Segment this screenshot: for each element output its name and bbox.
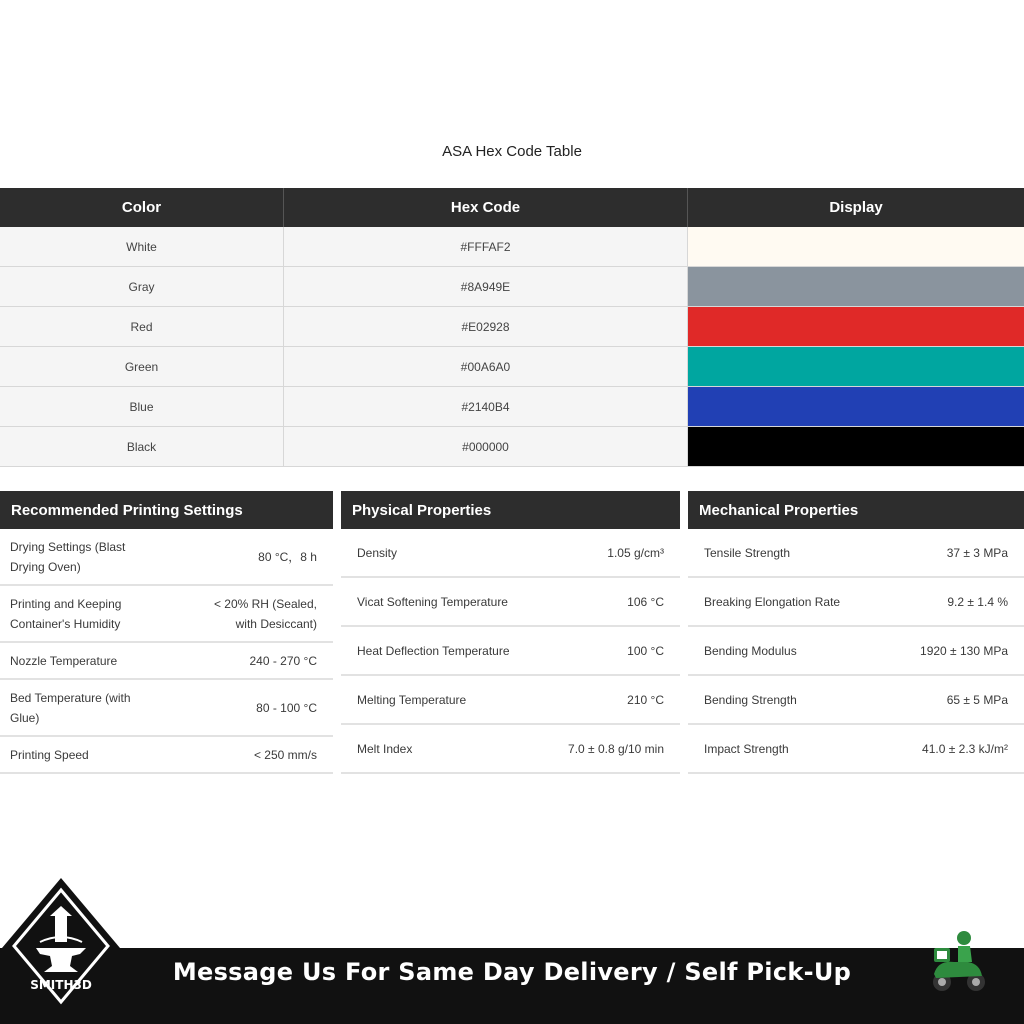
delivery-scooter-icon — [928, 928, 990, 994]
property-label: Density — [357, 545, 398, 560]
property-value: 106 °C — [627, 594, 664, 609]
printing-settings-panel — [0, 491, 333, 774]
property-label: Printing and Keeping Container's Humidity — [10, 596, 122, 631]
hex-code: #FFFAF2 — [284, 227, 688, 266]
color-name: White — [0, 227, 284, 266]
property-value: 7.0 ± 0.8 g/10 min — [568, 741, 664, 756]
property-value: 240 - 270 °C — [249, 653, 317, 668]
color-swatch — [688, 227, 1024, 266]
column-header-display: Display — [829, 199, 883, 216]
property-row — [0, 680, 333, 737]
anvil-logo-icon — [0, 876, 122, 1024]
table-header — [0, 188, 1024, 227]
hex-code: #00A6A0 — [284, 347, 688, 386]
hex-code: #E02928 — [284, 307, 688, 346]
color-swatch — [688, 427, 1024, 466]
property-label: Bending Modulus — [704, 643, 797, 658]
hex-code: #8A949E — [284, 267, 688, 306]
property-label: Melt Index — [357, 741, 413, 756]
panel-title: Mechanical Properties — [688, 491, 1024, 529]
property-label: Drying Settings (Blast Drying Oven) — [10, 539, 126, 574]
hex-code-table — [0, 188, 1024, 467]
property-row — [341, 627, 680, 676]
property-value: 41.0 ± 2.3 kJ/m² — [922, 741, 1008, 756]
property-label: Vicat Softening Temperature — [357, 594, 508, 609]
table-row — [0, 267, 1024, 307]
property-label: Bed Temperature (with Glue) — [10, 690, 131, 725]
property-value: 100 °C — [627, 643, 664, 658]
property-row — [0, 529, 333, 586]
table-row — [0, 307, 1024, 347]
footer-message: Message Us For Same Day Delivery / Self Pick-Up — [172, 958, 852, 986]
table-row — [0, 227, 1024, 267]
color-name: Red — [0, 307, 284, 346]
property-label: Impact Strength — [704, 741, 789, 756]
property-label: Bending Strength — [704, 692, 797, 707]
property-row — [0, 737, 333, 774]
property-value: < 250 mm/s — [253, 747, 317, 762]
property-row — [688, 627, 1024, 676]
property-value: 210 °C — [627, 692, 664, 707]
property-value: 65 ± 5 MPa — [946, 692, 1008, 707]
property-row — [0, 643, 333, 680]
table-row — [0, 347, 1024, 387]
color-swatch — [688, 307, 1024, 346]
color-name: Green — [0, 347, 284, 386]
property-value: 1920 ± 130 MPa — [920, 643, 1008, 658]
color-name: Gray — [0, 267, 284, 306]
physical-properties-panel — [341, 491, 680, 774]
property-value: 1.05 g/cm³ — [607, 545, 664, 560]
hex-code: #2140B4 — [284, 387, 688, 426]
color-swatch — [688, 267, 1024, 306]
property-row — [341, 676, 680, 725]
hex-code: #000000 — [284, 427, 688, 466]
property-value: 80 °C，8 h — [258, 549, 317, 564]
color-swatch — [688, 347, 1024, 386]
property-row — [688, 578, 1024, 627]
property-row — [688, 725, 1024, 774]
property-value: 37 ± 3 MPa — [946, 545, 1008, 560]
property-value: 9.2 ± 1.4 % — [947, 594, 1008, 609]
property-row — [688, 529, 1024, 578]
property-row — [341, 529, 680, 578]
page-title: ASA Hex Code Table — [442, 143, 582, 160]
table-row — [0, 427, 1024, 467]
column-header-color: Color — [0, 188, 284, 227]
property-row — [341, 725, 680, 774]
property-label: Heat Deflection Temperature — [357, 643, 510, 658]
property-label: Breaking Elongation Rate — [704, 594, 841, 609]
property-label: Printing Speed — [10, 747, 89, 762]
property-row — [341, 578, 680, 627]
panel-title: Recommended Printing Settings — [0, 491, 333, 529]
color-name: Black — [0, 427, 284, 466]
property-value: < 20% RH (Sealed, with Desiccant) — [213, 596, 317, 631]
property-label: Nozzle Temperature — [10, 653, 118, 668]
color-name: Blue — [0, 387, 284, 426]
column-header-hex-code: Hex Code — [284, 188, 688, 227]
property-label: Tensile Strength — [704, 545, 791, 560]
table-row — [0, 387, 1024, 427]
property-label: Melting Temperature — [357, 692, 467, 707]
panel-title: Physical Properties — [341, 491, 680, 529]
property-row — [688, 676, 1024, 725]
mechanical-properties-panel — [688, 491, 1024, 774]
property-value: 80 - 100 °C — [256, 700, 317, 715]
property-row — [0, 586, 333, 643]
color-swatch — [688, 387, 1024, 426]
brand-name: SMITH3D — [30, 978, 92, 992]
